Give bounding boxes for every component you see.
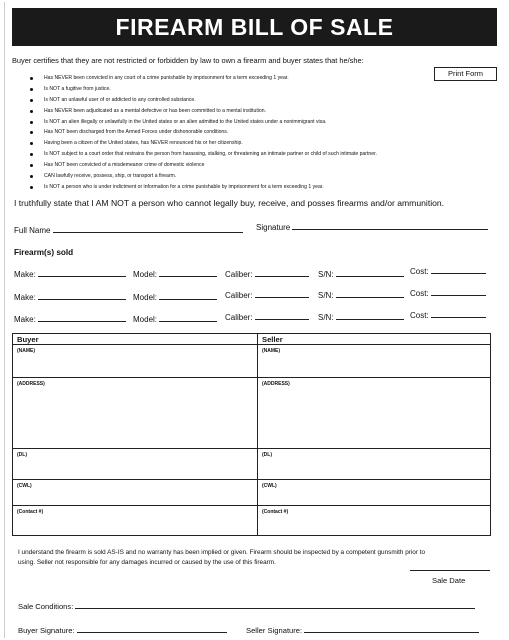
seller-contact-field[interactable] bbox=[258, 506, 490, 536]
certification-item: Is NOT an alien illegally or unlawfully in the United states or an alien admitted to the United states under a nonimmigrant visa. bbox=[30, 117, 470, 128]
sale-conditions-label: Sale Conditions: bbox=[18, 602, 74, 611]
signature-row bbox=[256, 221, 488, 232]
model-field[interactable] bbox=[159, 313, 217, 322]
model-row-2 bbox=[133, 291, 217, 302]
seller-signature-label: Seller Signature: bbox=[246, 626, 303, 635]
sn-row-3 bbox=[318, 311, 404, 322]
sn-label: S/N: bbox=[318, 270, 334, 279]
seller-signature-field[interactable] bbox=[304, 624, 479, 633]
contact-label: (Contact #) bbox=[17, 509, 44, 515]
model-label: Model: bbox=[133, 315, 158, 324]
cost-row-3 bbox=[410, 309, 486, 320]
sale-conditions-row bbox=[18, 600, 475, 611]
model-label: Model: bbox=[133, 293, 158, 302]
model-field[interactable] bbox=[159, 268, 217, 277]
sn-row-1 bbox=[318, 268, 404, 279]
address-label: (ADDRESS) bbox=[17, 381, 45, 387]
cost-field[interactable] bbox=[431, 265, 486, 274]
buyer-cwl-field[interactable] bbox=[13, 480, 257, 506]
make-field[interactable] bbox=[38, 313, 126, 322]
cost-label: Cost: bbox=[410, 311, 429, 320]
sale-date-label: Sale Date bbox=[432, 576, 466, 585]
full-name-field[interactable] bbox=[53, 224, 243, 233]
buyer-column bbox=[13, 334, 258, 535]
dl-label: (DL) bbox=[262, 452, 272, 458]
name-label: (NAME) bbox=[262, 348, 281, 354]
certification-item: Having been a citizen of the United states, has NEVER renounced his or her citizenship. bbox=[30, 138, 470, 149]
model-row-1 bbox=[133, 268, 217, 279]
form-title: FIREARM BILL OF SALE bbox=[12, 8, 497, 46]
cwl-label: (CWL) bbox=[17, 483, 32, 489]
print-form-button[interactable]: Print Form bbox=[434, 67, 497, 81]
certification-item: Has NOT been convicted of a misdemeanor crime of domestic violence bbox=[30, 160, 470, 171]
seller-signature-row bbox=[246, 624, 479, 635]
caliber-label: Caliber: bbox=[225, 270, 253, 279]
intro-text: Buyer certifies that they are not restricted or forbidden by law to own a firearm and buyer states that he/she: bbox=[12, 56, 364, 65]
buyer-statement: I truthfully state that I AM NOT a person who cannot legally buy, receive, and posses firearms and/or ammunition. bbox=[14, 198, 445, 208]
full-name-label: Full Name bbox=[14, 226, 51, 235]
certification-item: Is NOT a person who is under indictment or information for a crime punishable by imprisonment for a term exceeding 1 year. bbox=[30, 182, 470, 193]
buyer-signature-field[interactable] bbox=[77, 624, 227, 633]
cwl-label: (CWL) bbox=[262, 483, 277, 489]
buyer-name-field[interactable] bbox=[13, 345, 257, 378]
certification-item: Is NOT subject to a court order that restrains the person from harassing, stalking, or threatening an intimate partner or child of such intimate partner. bbox=[30, 149, 470, 160]
seller-cwl-field[interactable] bbox=[258, 480, 490, 506]
buyer-signature-label: Buyer Signature: bbox=[18, 626, 75, 635]
certification-item: CAN lawfully receive, possess, ship, or transport a firearm. bbox=[30, 171, 470, 182]
sn-field[interactable] bbox=[336, 311, 404, 320]
signature-field[interactable] bbox=[292, 221, 488, 230]
seller-dl-field[interactable] bbox=[258, 449, 490, 480]
certification-item: Is NOT a fugitive from justice. bbox=[30, 84, 470, 95]
address-label: (ADDRESS) bbox=[262, 381, 290, 387]
contact-label: (Contact #) bbox=[262, 509, 289, 515]
model-row-3 bbox=[133, 313, 217, 324]
caliber-label: Caliber: bbox=[225, 313, 253, 322]
name-label: (NAME) bbox=[17, 348, 36, 354]
certification-item: Is NOT an unlawful user of or addicted to any controlled substance. bbox=[30, 95, 470, 106]
buyer-address-field[interactable] bbox=[13, 378, 257, 449]
certification-item: Has NEVER been adjudicated as a mental defective or has been committed to a mental institution. bbox=[30, 106, 470, 117]
sale-conditions-field[interactable] bbox=[75, 600, 475, 609]
sale-date-field[interactable] bbox=[410, 570, 490, 571]
full-name-row bbox=[14, 224, 243, 235]
certification-item: Has NOT been discharged from the Armed Forces under dishonorable conditions. bbox=[30, 127, 470, 138]
make-field[interactable] bbox=[38, 291, 126, 300]
model-label: Model: bbox=[133, 270, 158, 279]
cost-row-1 bbox=[410, 265, 486, 276]
buyer-heading: Buyer bbox=[13, 334, 257, 345]
as-is-disclaimer: I understand the firearm is sold AS-IS and no warranty has been implied or given. Firearm should be inspected by a competent gunsmith prior to using. Seller not responsible for any damages incurred or caused by the use of this firearm. bbox=[18, 549, 426, 566]
caliber-row-1 bbox=[225, 268, 309, 279]
cost-label: Cost: bbox=[410, 267, 429, 276]
buyer-seller-table bbox=[12, 333, 491, 536]
sn-row-2 bbox=[318, 289, 404, 300]
seller-name-field[interactable] bbox=[258, 345, 490, 378]
make-label: Make: bbox=[14, 293, 36, 302]
seller-column bbox=[258, 334, 490, 535]
make-label: Make: bbox=[14, 270, 36, 279]
cost-label: Cost: bbox=[410, 289, 429, 298]
signature-label: Signature bbox=[256, 223, 291, 232]
certification-list bbox=[30, 73, 470, 193]
cost-field[interactable] bbox=[431, 287, 486, 296]
make-field[interactable] bbox=[38, 268, 126, 277]
sn-label: S/N: bbox=[318, 313, 334, 322]
caliber-row-3 bbox=[225, 311, 309, 322]
make-label: Make: bbox=[14, 315, 36, 324]
caliber-row-2 bbox=[225, 289, 309, 300]
buyer-contact-field[interactable] bbox=[13, 506, 257, 536]
sn-field[interactable] bbox=[336, 289, 404, 298]
make-row-3 bbox=[14, 313, 126, 324]
caliber-label: Caliber: bbox=[225, 291, 253, 300]
sn-label: S/N: bbox=[318, 291, 334, 300]
model-field[interactable] bbox=[159, 291, 217, 300]
make-row-2 bbox=[14, 291, 126, 302]
cost-field[interactable] bbox=[431, 309, 486, 318]
cost-row-2 bbox=[410, 287, 486, 298]
dl-label: (DL) bbox=[17, 452, 27, 458]
seller-heading: Seller bbox=[258, 334, 490, 345]
certification-item: Has NEVER been convicted in any court of a crime punishable by imprisonment for a term exceeding 1 year. bbox=[30, 73, 470, 84]
make-row-1 bbox=[14, 268, 126, 279]
buyer-signature-row bbox=[18, 624, 227, 635]
caliber-field[interactable] bbox=[255, 289, 309, 298]
caliber-field[interactable] bbox=[255, 311, 309, 320]
buyer-dl-field[interactable] bbox=[13, 449, 257, 480]
firearms-sold-heading: Firearm(s) sold bbox=[14, 248, 74, 257]
caliber-field[interactable] bbox=[255, 268, 309, 277]
seller-address-field[interactable] bbox=[258, 378, 490, 449]
sn-field[interactable] bbox=[336, 268, 404, 277]
